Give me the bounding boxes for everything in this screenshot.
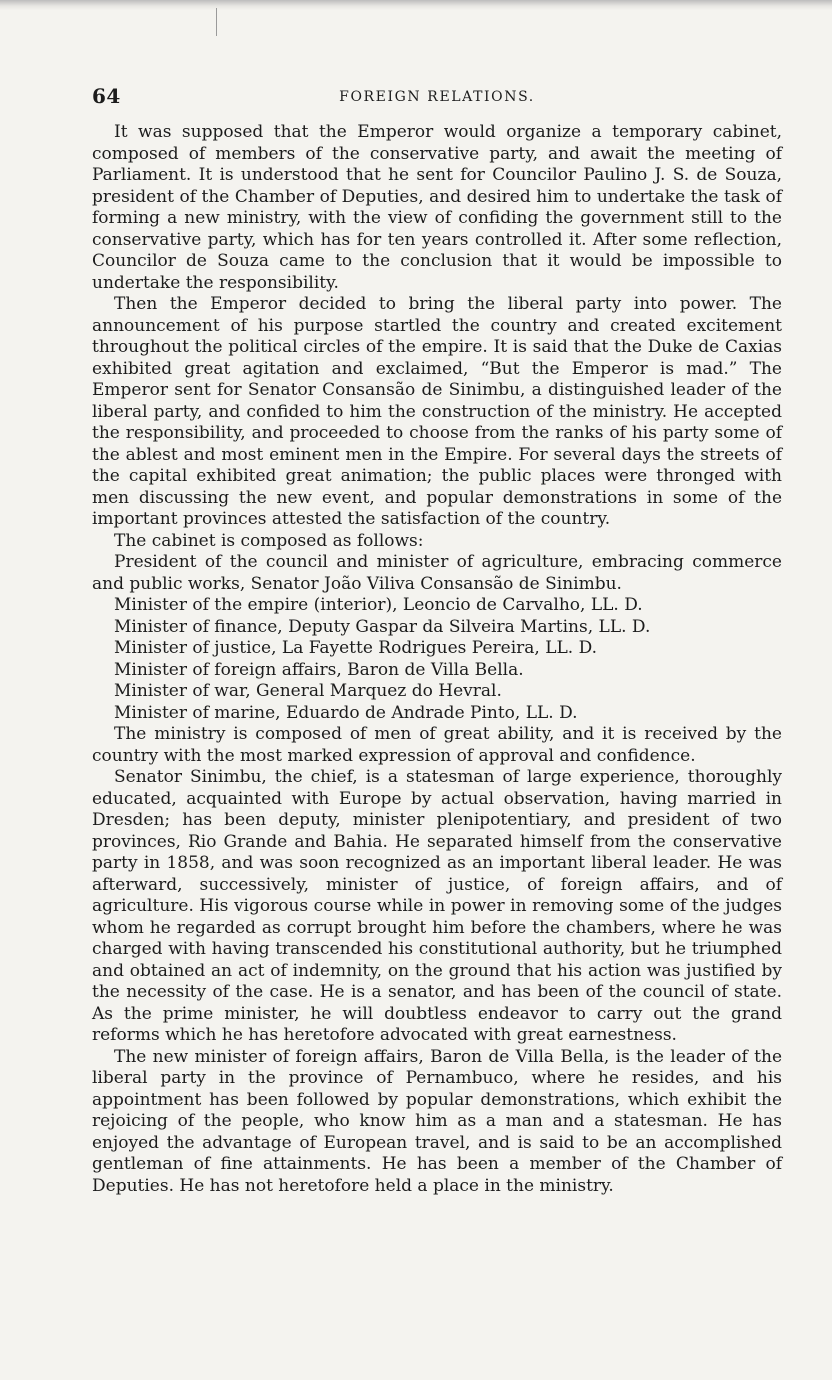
body-text — [92, 122, 782, 1197]
running-header — [92, 84, 782, 114]
scan-top-edge — [0, 0, 832, 10]
paragraph-temporary-cabinet: It was supposed that the Emperor would organize a temporary cabinet, composed of members of the conservative party, and await the meeting of Parliament. It is understood that he sent for Councilor Paulino J. S. de Souza, president of the Chamber of Deputies, and desired him to undertake the task of forming a new ministry, with the view of confiding the government still to the conservative party, which has for ten years controlled it. After some reflection, Councilor de Souza came to the conclusion that it would be impossible to undertake the responsibility. — [92, 122, 782, 293]
paragraph-ministry-ability: The ministry is composed of men of great ability, and it is received by the country with the most marked expression of approval and confidence. — [92, 724, 782, 766]
paragraph-baron-villa-bella: The new minister of foreign affairs, Baron de Villa Bella, is the leader of the liberal party in the province of Pernambuco, where he resides, and his appointment has been followed by popular demonstrations, which exhibit the rejoicing of the people, who know him as a man and a statesman. He has enjoyed the advantage of European travel, and is said to be an accomplished gentleman of fine attainments. He has been a member of the Chamber of Deputies. He has not heretofore held a place in the ministry. — [92, 1046, 782, 1196]
cabinet-member-empire: Minister of the empire (interior), Leoncio de Carvalho, LL. D. — [114, 595, 643, 615]
cabinet-list — [92, 552, 782, 724]
cabinet-member-foreign-affairs: Minister of foreign affairs, Baron de Villa Bella. — [114, 659, 524, 680]
paragraph-senator-sinimbu: Senator Sinimbu, the chief, is a statesman of large experience, thoroughly educated, acquainted with Europe by actual observation, having married in Dresden; has been deputy, minister plenipotentiary, and president of two provinces, Rio Grande and Bahia. He separated himself from the conservative party in 1858, and was soon recognized as an important liberal leader. He was afterward, successively, minister of justice, of foreign affairs, and of agriculture. His vigorous course while in power in removing some of the judges whom he regarded as corrupt brought him before the chambers, where he was charged with having transcended his constitutional authority, but he triumphed and obtained an act of indemnity, on the ground that his action was justified by the necessity of the case. He is a senator, and has been of the council of state. As the prime minister, he will doubtless endeavor to carry out the grand reforms which he has heretofore advocated with great earnestness. — [92, 767, 782, 1045]
cabinet-member-president: President of the council and minister of agriculture, embracing commerce and public works, Senator João Viliva Consansão de Sinimbu. — [92, 552, 782, 594]
paragraph-liberal-party: Then the Emperor decided to bring the liberal party into power. The announcement of his purpose startled the country and created excitement throughout the political circles of the empire. It is said that the Duke de Caxias exhibited great agitation and exclaimed, “But the Emperor is mad.” The Emperor sent for Senator Consansão de Sinimbu, a distinguished leader of the liberal party, and confided to him the construction of the ministry. He accepted the responsibility, and proceeded to choose from the ranks of his party some of the ablest and most eminent men in the Empire. For several days the streets of the capital exhibited great animation; the public places were thronged with men discussing the new event, and popular demonstrations in some of the important provinces attested the satisfaction of the country. — [92, 294, 782, 529]
paragraph-cabinet-intro: The cabinet is composed as follows: — [114, 530, 424, 551]
cabinet-member-war: Minister of war, General Marquez do Hevral. — [114, 681, 502, 701]
cabinet-member-finance: Minister of finance, Deputy Gaspar da Silveira Martins, LL. D. — [114, 616, 651, 637]
running-header-title: FOREIGN RELATIONS. — [339, 89, 535, 105]
scan-artifact-mark — [216, 8, 217, 36]
document-page — [92, 84, 782, 1197]
cabinet-member-marine: Minister of marine, Eduardo de Andrade Pinto, LL. D. — [114, 702, 578, 723]
page-number: 64 — [92, 84, 121, 108]
cabinet-member-justice: Minister of justice, La Fayette Rodrigues Pereira, LL. D. — [114, 638, 598, 658]
